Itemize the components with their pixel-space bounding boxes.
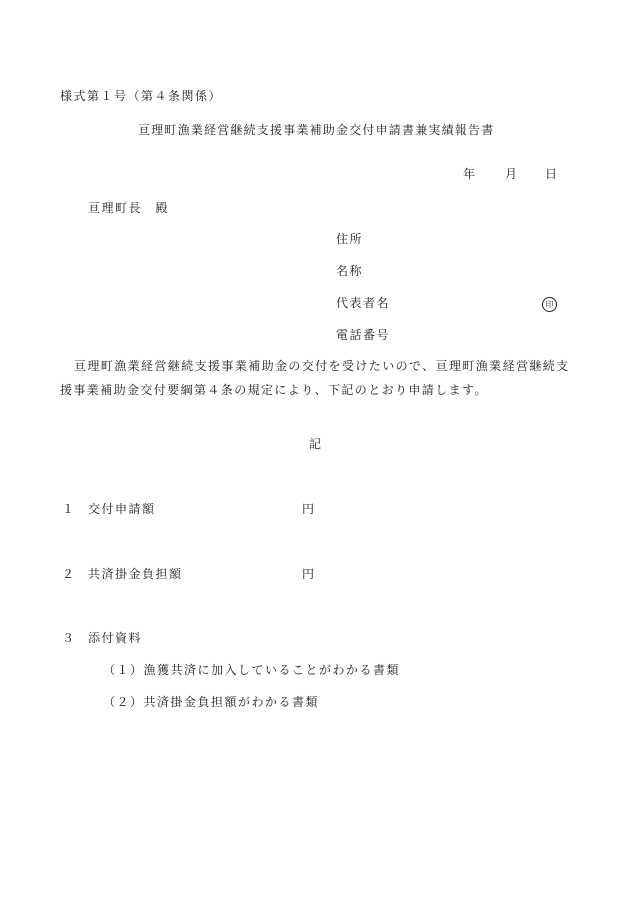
body-paragraph: 亘理町漁業経営継続支援事業補助金の交付を受けたいので、亘理町漁業経営継続支援事業補助金交付要綱第４条の規定により、下記のとおり申請します。 [60,359,570,397]
date-day-label: 日 [545,167,558,181]
item-1-unit: 円 [302,502,315,516]
item-2-number: ２ [62,567,75,581]
item-1-label: 交付申請額 [88,502,156,516]
representative-label: 代表者名 [336,296,391,310]
seal-icon: 印 [542,297,557,312]
date-month-label: 月 [505,167,518,181]
ki-heading: 記 [309,437,322,451]
item-2-label: 共済掛金負担額 [88,567,183,581]
date-year-label: 年 [463,167,476,181]
seal-mark [542,295,557,312]
address-label: 住所 [336,232,364,246]
attachment-item-2: （２）共済掛金負担額がわかる書類 [103,695,320,709]
item-2-unit: 円 [302,567,315,581]
attachment-item-1: （１）漁獲共済に加入していることがわかる書類 [103,663,401,677]
name-label: 名称 [336,264,364,278]
addressee: 亘理町長 殿 [88,201,170,215]
item-1-number: １ [62,502,75,516]
item-3-number: ３ [62,631,75,645]
item-3-label: 添付資料 [88,631,143,645]
form-label: 様式第１号（第４条関係） [60,89,223,103]
phone-label: 電話番号 [336,328,391,342]
document-title: 亘理町漁業経営継続支援事業補助金交付申請書兼実績報告書 [138,123,495,137]
